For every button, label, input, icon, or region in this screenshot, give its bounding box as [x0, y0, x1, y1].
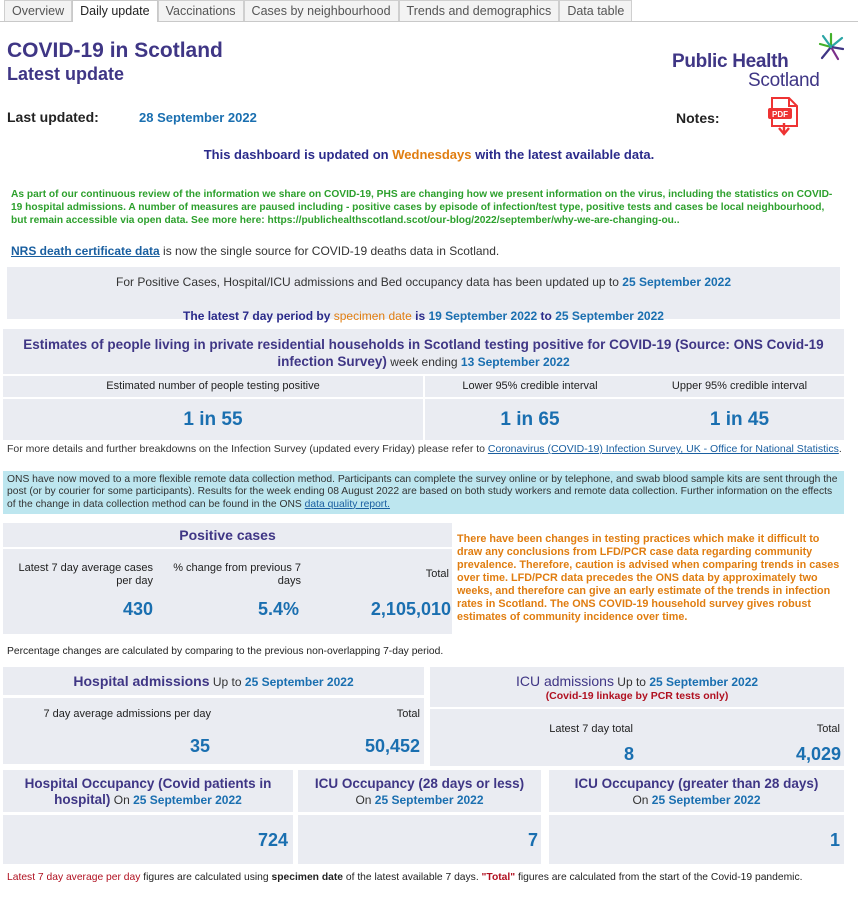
tab-trends-and-demographics[interactable]: Trends and demographics — [399, 0, 560, 21]
cases-avg-label: Latest 7 day average cases per day — [18, 562, 153, 587]
star-burst-icon — [818, 32, 844, 62]
ons-lower-value: 1 in 65 — [500, 409, 560, 430]
tab-overview[interactable]: Overview — [4, 0, 72, 21]
icu-occupancy-long-header — [549, 770, 844, 812]
cases-change-label: % change from previous 7 days — [173, 562, 301, 587]
data-quality-link[interactable]: data quality report. — [304, 498, 390, 510]
icu-total-label: Total — [816, 723, 840, 735]
cases-avg-value: 430 — [122, 599, 153, 619]
hosp-avg-label: 7 day average admissions per day — [43, 708, 211, 720]
ons-lower-label: Lower 95% credible interval — [462, 380, 598, 392]
pdf-icon-text: PDF — [772, 110, 788, 119]
tab-data-table[interactable]: Data table — [559, 0, 632, 21]
logo-text-scotland: Scotland — [748, 70, 820, 91]
update-schedule: This dashboard is updated on Wednesdays with the latest available data. — [203, 147, 655, 162]
hospital-occupancy-body — [3, 815, 293, 864]
positive-cases-panel — [3, 520, 452, 634]
icu-total-value: 4,029 — [795, 744, 841, 764]
last-updated-label: Last updated: — [7, 109, 99, 125]
ons-estimate-value: 1 in 55 — [183, 409, 243, 430]
green-notice: As part of our continuous review of the information we share on COVID-19, PHS are changing how we present information on the virus, including the statistics on COVID-19 hospital admissions. A number of measures are paused including - positive cases by episode of infection/test type, positive tests and cases be local neighbourhood, but remain accessible via open data. See more here: https://publichealthscotland.scot/our-blog/2022/september/why-we-are-changing-ou.. — [11, 189, 833, 227]
ons-survey-title: Estimates of people living in private residential households in Scotland testing positive for COVID-19 (Source: ONS Covid-19 infection Survey) week ending 13 September 2022 — [23, 337, 824, 369]
hospital-admissions-title: Hospital admissions Up to 25 September 2022 — [73, 673, 354, 689]
tab-vaccinations[interactable]: Vaccinations — [158, 0, 244, 21]
hosp-total-label: Total — [396, 708, 420, 720]
ons-column-labels — [3, 376, 844, 397]
hospital-admissions-body — [3, 698, 424, 764]
icu-linkage-note: (Covid-19 linkage by PCR tests only) — [545, 690, 729, 702]
icu-week-label: Latest 7 day total — [549, 723, 633, 735]
icu-occupancy-short-header — [298, 770, 541, 812]
ons-values — [3, 399, 844, 440]
footnote: Latest 7 day average per day figures are calculated using specimen date of the latest available 7 days. "Total" figures are calculated from the start of the Covid-19 pandemic. — [7, 872, 803, 883]
positive-cases-title: Positive cases — [3, 523, 452, 547]
icu-occupancy-short-body — [298, 815, 541, 864]
icu-occupancy-short-value: 7 — [527, 830, 538, 850]
ons-estimate-label: Estimated number of people testing positive — [106, 380, 320, 392]
icu-occupancy-long-value: 1 — [829, 830, 840, 850]
cases-total-value: 2,105,010 — [370, 599, 451, 619]
data-period-panel — [7, 267, 840, 323]
notes-label: Notes: — [676, 110, 720, 126]
icu-week-value: 8 — [623, 744, 634, 764]
icu-occupancy-long-body — [549, 815, 844, 864]
data-updated-line: For Positive Cases, Hospital/ICU admissions and Bed occupancy data has been updated up to 25 September 2022 — [115, 275, 732, 289]
icu-admissions-title: ICU admissions Up to 25 September 2022 — [515, 673, 759, 689]
last-updated-date: 28 September 2022 — [139, 110, 257, 125]
phs-logo — [672, 32, 842, 94]
tab-bar — [0, 0, 858, 22]
hosp-total-value: 50,452 — [364, 736, 420, 756]
nrs-link[interactable]: NRS death certificate data — [11, 244, 160, 258]
tab-daily-update[interactable]: Daily update — [72, 0, 158, 22]
icu-occupancy-short-title: ICU Occupancy (28 days or less) On 25 September 2022 — [314, 776, 525, 807]
update-day: Wednesdays — [392, 147, 472, 162]
pdf-icon[interactable] — [766, 96, 802, 136]
hospital-occupancy-title: Hospital Occupancy (Covid patients in hospital) On 25 September 2022 — [24, 776, 272, 807]
ons-method-notice: ONS have now moved to a more flexible remote data collection method. Participants can complete the survey online or by telephone, and swab blood sample kits are sent through the post (or by courier for some participants). Results for the week ending 08 August 2022 are based on both study workers and remote data collection. Further information on the effects of the change in data collection method can be found in the ONS data quality report. — [3, 471, 844, 514]
seven-day-period-line: The latest 7 day period by specimen date is 19 September 2022 to 25 September 2022 — [183, 309, 664, 323]
ons-survey-link[interactable]: Coronavirus (COVID-19) Infection Survey, UK - Office for National Statistics — [487, 443, 839, 455]
ons-survey-header — [3, 329, 844, 374]
nrs-notice: NRS death certificate data is now the single source for COVID-19 deaths data in Scotland. — [11, 244, 500, 258]
percentage-note: Percentage changes are calculated by comparing to the previous non-overlapping 7-day period. — [7, 646, 444, 657]
ons-upper-label: Upper 95% credible interval — [671, 380, 808, 392]
page-title: COVID-19 in Scotland — [7, 39, 223, 62]
icu-admissions-header — [430, 667, 844, 707]
logo-text-public-health: Public Health — [672, 51, 789, 72]
hospital-occupancy-header — [3, 770, 293, 812]
cases-change-value: 5.4% — [257, 599, 299, 619]
hospital-admissions-header — [3, 667, 424, 695]
icu-occupancy-long-title: ICU Occupancy (greater than 28 days) On 25 September 2022 — [574, 776, 819, 807]
page-subtitle: Latest update — [7, 64, 125, 84]
ons-more-details: For more details and further breakdowns on the Infection Survey (updated every Friday) please refer to Coronavirus (COVID-19) Infection Survey, UK - Office for National Statistics. — [7, 443, 842, 455]
hosp-avg-value: 35 — [189, 736, 210, 756]
testing-practices-note: There have been changes in testing practices which make it difficult to draw any conclusions from LFD/PCR case data regarding community prevalence. Therefore, caution is advised when comparing trends in cases over time. LFD/PCR data precedes the ONS data by approximately two weeks, and therefore can give an early estimate of the trends in infection rates in Scotland. The ONS COVID-19 household survey gives robust estimates of community incidence over time. — [457, 533, 840, 623]
positive-cases-body — [3, 549, 452, 634]
cases-total-label: Total — [425, 568, 449, 580]
hospital-occupancy-value: 724 — [257, 830, 288, 850]
ons-upper-value: 1 in 45 — [709, 409, 770, 430]
tab-cases-by-neighbourhood[interactable]: Cases by neighbourhood — [244, 0, 399, 21]
icu-admissions-body — [430, 709, 844, 766]
